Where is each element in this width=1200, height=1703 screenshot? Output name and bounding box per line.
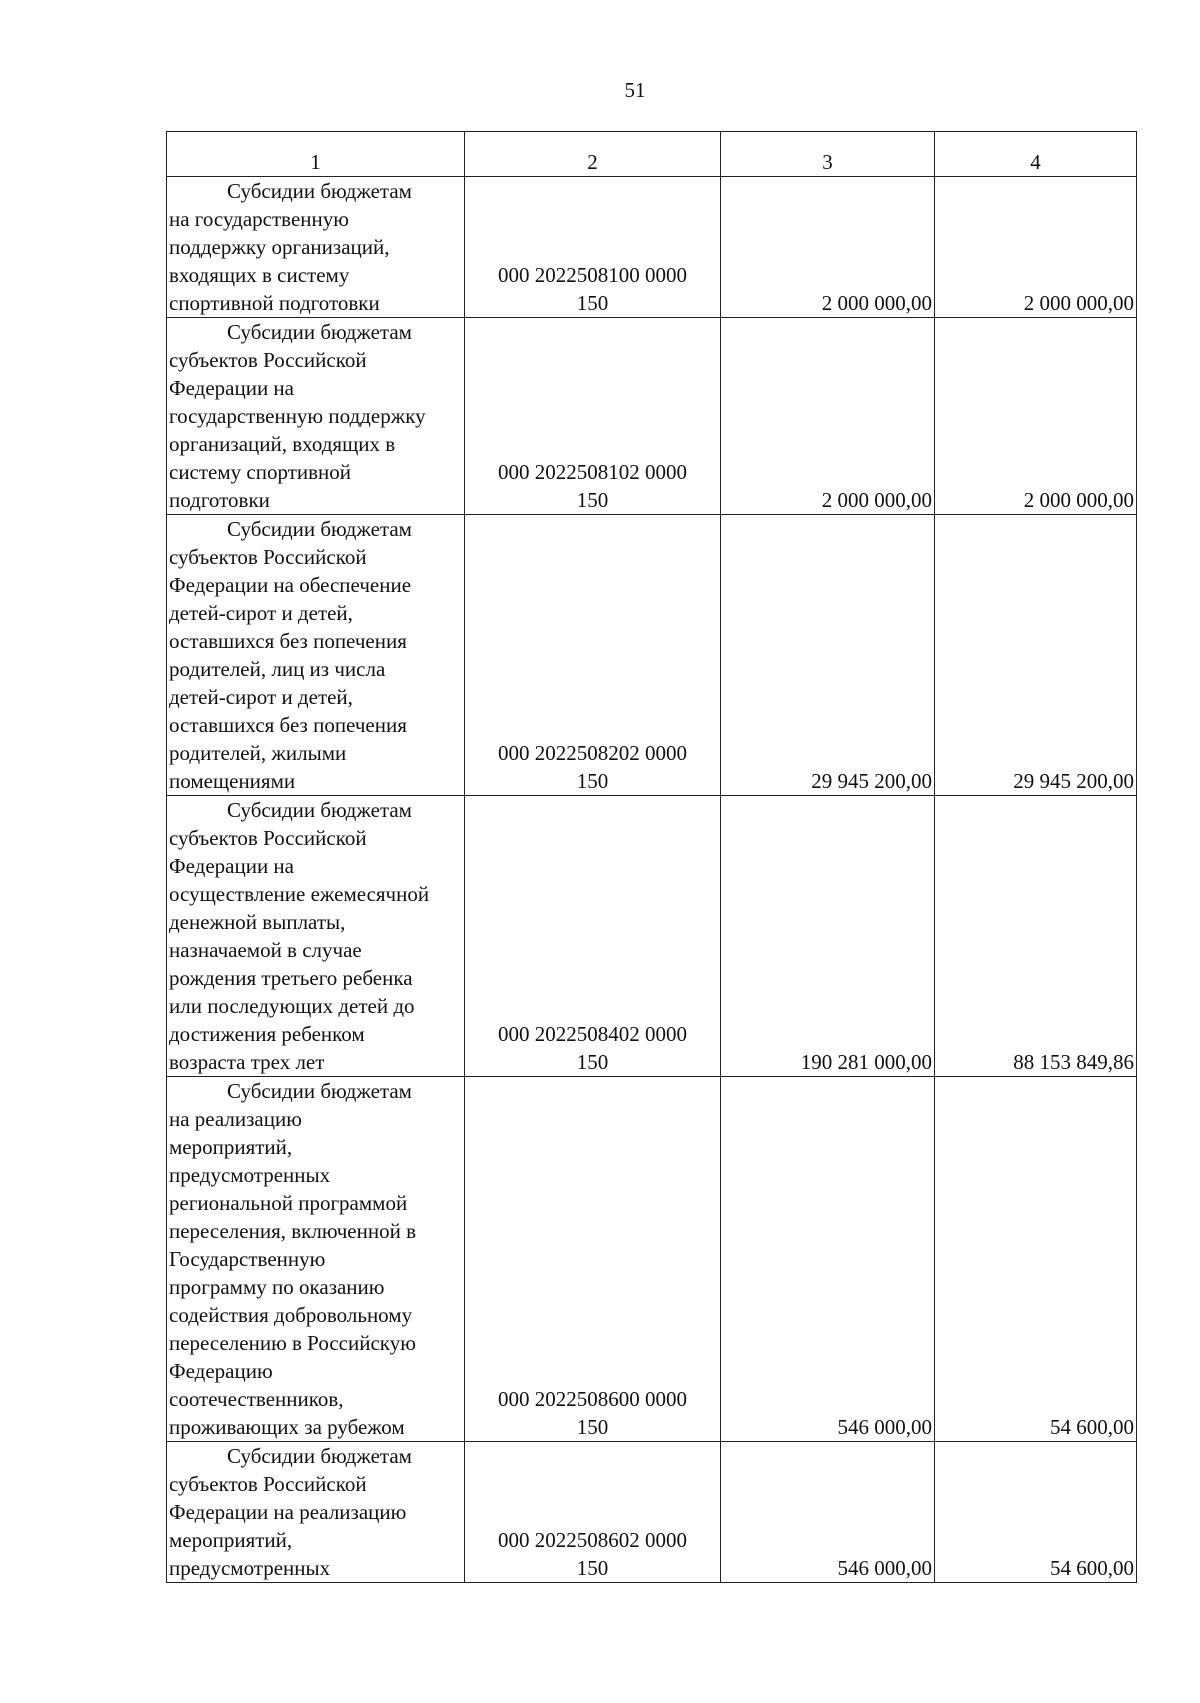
table-body bbox=[167, 177, 1137, 1583]
description-line: предусмотренных bbox=[169, 1556, 331, 1580]
column-header-3: 3 bbox=[721, 132, 935, 177]
description-line: субъектов Российской bbox=[169, 348, 367, 372]
description-line: достижения ребенком bbox=[169, 1022, 365, 1046]
row-amount-col4: 2 000 000,00 bbox=[935, 177, 1137, 318]
description-line: Федерации на обеспечение bbox=[169, 573, 412, 597]
table-row bbox=[167, 1442, 1137, 1583]
description-line: Федерации на bbox=[169, 376, 294, 400]
table-row bbox=[167, 1077, 1137, 1442]
description-line: оставшихся без попечения bbox=[169, 629, 407, 653]
description-line: переселения, включенной в bbox=[169, 1219, 416, 1243]
row-description bbox=[167, 796, 465, 1077]
description-line: субъектов Российской bbox=[169, 826, 367, 850]
description-line: на государственную bbox=[169, 207, 349, 231]
row-amount-col4: 88 153 849,86 bbox=[935, 796, 1137, 1077]
row-description bbox=[167, 1442, 465, 1583]
row-amount-col4: 29 945 200,00 bbox=[935, 515, 1137, 796]
description-line: переселению в Российскую bbox=[169, 1331, 416, 1355]
row-code bbox=[465, 1442, 721, 1583]
description-line: организаций, входящих в bbox=[169, 432, 396, 456]
description-line: Федерации на bbox=[169, 854, 294, 878]
row-amount-col4: 54 600,00 bbox=[935, 1077, 1137, 1442]
description-line: помещениями bbox=[169, 769, 296, 793]
description-line: денежной выплаты, bbox=[169, 910, 346, 934]
code-line: 150 bbox=[576, 291, 609, 315]
code-line: 000 2022508100 0000 bbox=[498, 263, 687, 287]
code-line: 150 bbox=[576, 488, 609, 512]
description-line: спортивной подготовки bbox=[169, 291, 380, 315]
description-line: Субсидии бюджетам bbox=[227, 1444, 412, 1468]
description-line: мероприятий, bbox=[169, 1135, 293, 1159]
code-line: 150 bbox=[576, 769, 609, 793]
description-line: государственную поддержку bbox=[169, 404, 426, 428]
description-line: подготовки bbox=[169, 488, 270, 512]
description-line: Субсидии бюджетам bbox=[227, 517, 412, 541]
row-amount-col3: 546 000,00 bbox=[721, 1442, 935, 1583]
description-line: детей-сирот и детей, bbox=[169, 601, 353, 625]
description-line: детей-сирот и детей, bbox=[169, 685, 353, 709]
row-code bbox=[465, 1077, 721, 1442]
code-line: 150 bbox=[576, 1050, 609, 1074]
description-line: рождения третьего ребенка bbox=[169, 966, 413, 990]
description-line: систему спортивной bbox=[169, 460, 352, 484]
description-line: Субсидии бюджетам bbox=[227, 798, 412, 822]
description-line: Субсидии бюджетам bbox=[227, 179, 412, 203]
description-line: родителей, жилыми bbox=[169, 741, 347, 765]
description-line: предусмотренных bbox=[169, 1163, 331, 1187]
column-header-2: 2 bbox=[465, 132, 721, 177]
table-row bbox=[167, 515, 1137, 796]
row-code bbox=[465, 515, 721, 796]
description-line: мероприятий, bbox=[169, 1528, 293, 1552]
description-line: Субсидии бюджетам bbox=[227, 1079, 412, 1103]
row-amount-col4: 2 000 000,00 bbox=[935, 318, 1137, 515]
row-code bbox=[465, 796, 721, 1077]
description-line: соотечественников, bbox=[169, 1387, 344, 1411]
column-header-1: 1 bbox=[167, 132, 465, 177]
column-header-4: 4 bbox=[935, 132, 1137, 177]
description-line: Государственную bbox=[169, 1247, 326, 1271]
row-code bbox=[465, 177, 721, 318]
description-line: программу по оказанию bbox=[169, 1275, 385, 1299]
row-amount-col3: 29 945 200,00 bbox=[721, 515, 935, 796]
row-amount-col3: 2 000 000,00 bbox=[721, 318, 935, 515]
description-line: осуществление ежемесячной bbox=[169, 882, 430, 906]
code-line: 000 2022508402 0000 bbox=[498, 1022, 687, 1046]
row-amount-col3: 546 000,00 bbox=[721, 1077, 935, 1442]
table-row bbox=[167, 796, 1137, 1077]
description-line: субъектов Российской bbox=[169, 1472, 367, 1496]
table-header-row bbox=[167, 132, 1137, 177]
row-description bbox=[167, 515, 465, 796]
description-line: оставшихся без попечения bbox=[169, 713, 407, 737]
budget-table bbox=[166, 131, 1137, 1583]
row-amount-col4: 54 600,00 bbox=[935, 1442, 1137, 1583]
code-line: 000 2022508602 0000 bbox=[498, 1528, 687, 1552]
row-description bbox=[167, 318, 465, 515]
description-line: проживающих за рубежом bbox=[169, 1415, 405, 1439]
description-line: на реализацию bbox=[169, 1107, 302, 1131]
description-line: входящих в систему bbox=[169, 263, 350, 287]
code-line: 150 bbox=[576, 1556, 609, 1580]
code-line: 150 bbox=[576, 1415, 609, 1439]
code-line: 000 2022508600 0000 bbox=[498, 1387, 687, 1411]
code-line: 000 2022508102 0000 bbox=[498, 460, 687, 484]
row-code bbox=[465, 318, 721, 515]
row-amount-col3: 2 000 000,00 bbox=[721, 177, 935, 318]
row-description bbox=[167, 1077, 465, 1442]
table-row bbox=[167, 318, 1137, 515]
description-line: Федерации на реализацию bbox=[169, 1500, 407, 1524]
row-amount-col3: 190 281 000,00 bbox=[721, 796, 935, 1077]
description-line: региональной программой bbox=[169, 1191, 408, 1215]
description-line: Федерацию bbox=[169, 1359, 273, 1383]
description-line: субъектов Российской bbox=[169, 545, 367, 569]
page-number: 51 bbox=[624, 78, 646, 102]
code-line: 000 2022508202 0000 bbox=[498, 741, 687, 765]
row-description bbox=[167, 177, 465, 318]
description-line: назначаемой в случае bbox=[169, 938, 362, 962]
description-line: или последующих детей до bbox=[169, 994, 415, 1018]
table-row bbox=[167, 177, 1137, 318]
description-line: возраста трех лет bbox=[169, 1050, 325, 1074]
description-line: родителей, лиц из числа bbox=[169, 657, 386, 681]
description-line: содействия добровольному bbox=[169, 1303, 413, 1327]
description-line: поддержку организаций, bbox=[169, 235, 390, 259]
description-line: Субсидии бюджетам bbox=[227, 320, 412, 344]
